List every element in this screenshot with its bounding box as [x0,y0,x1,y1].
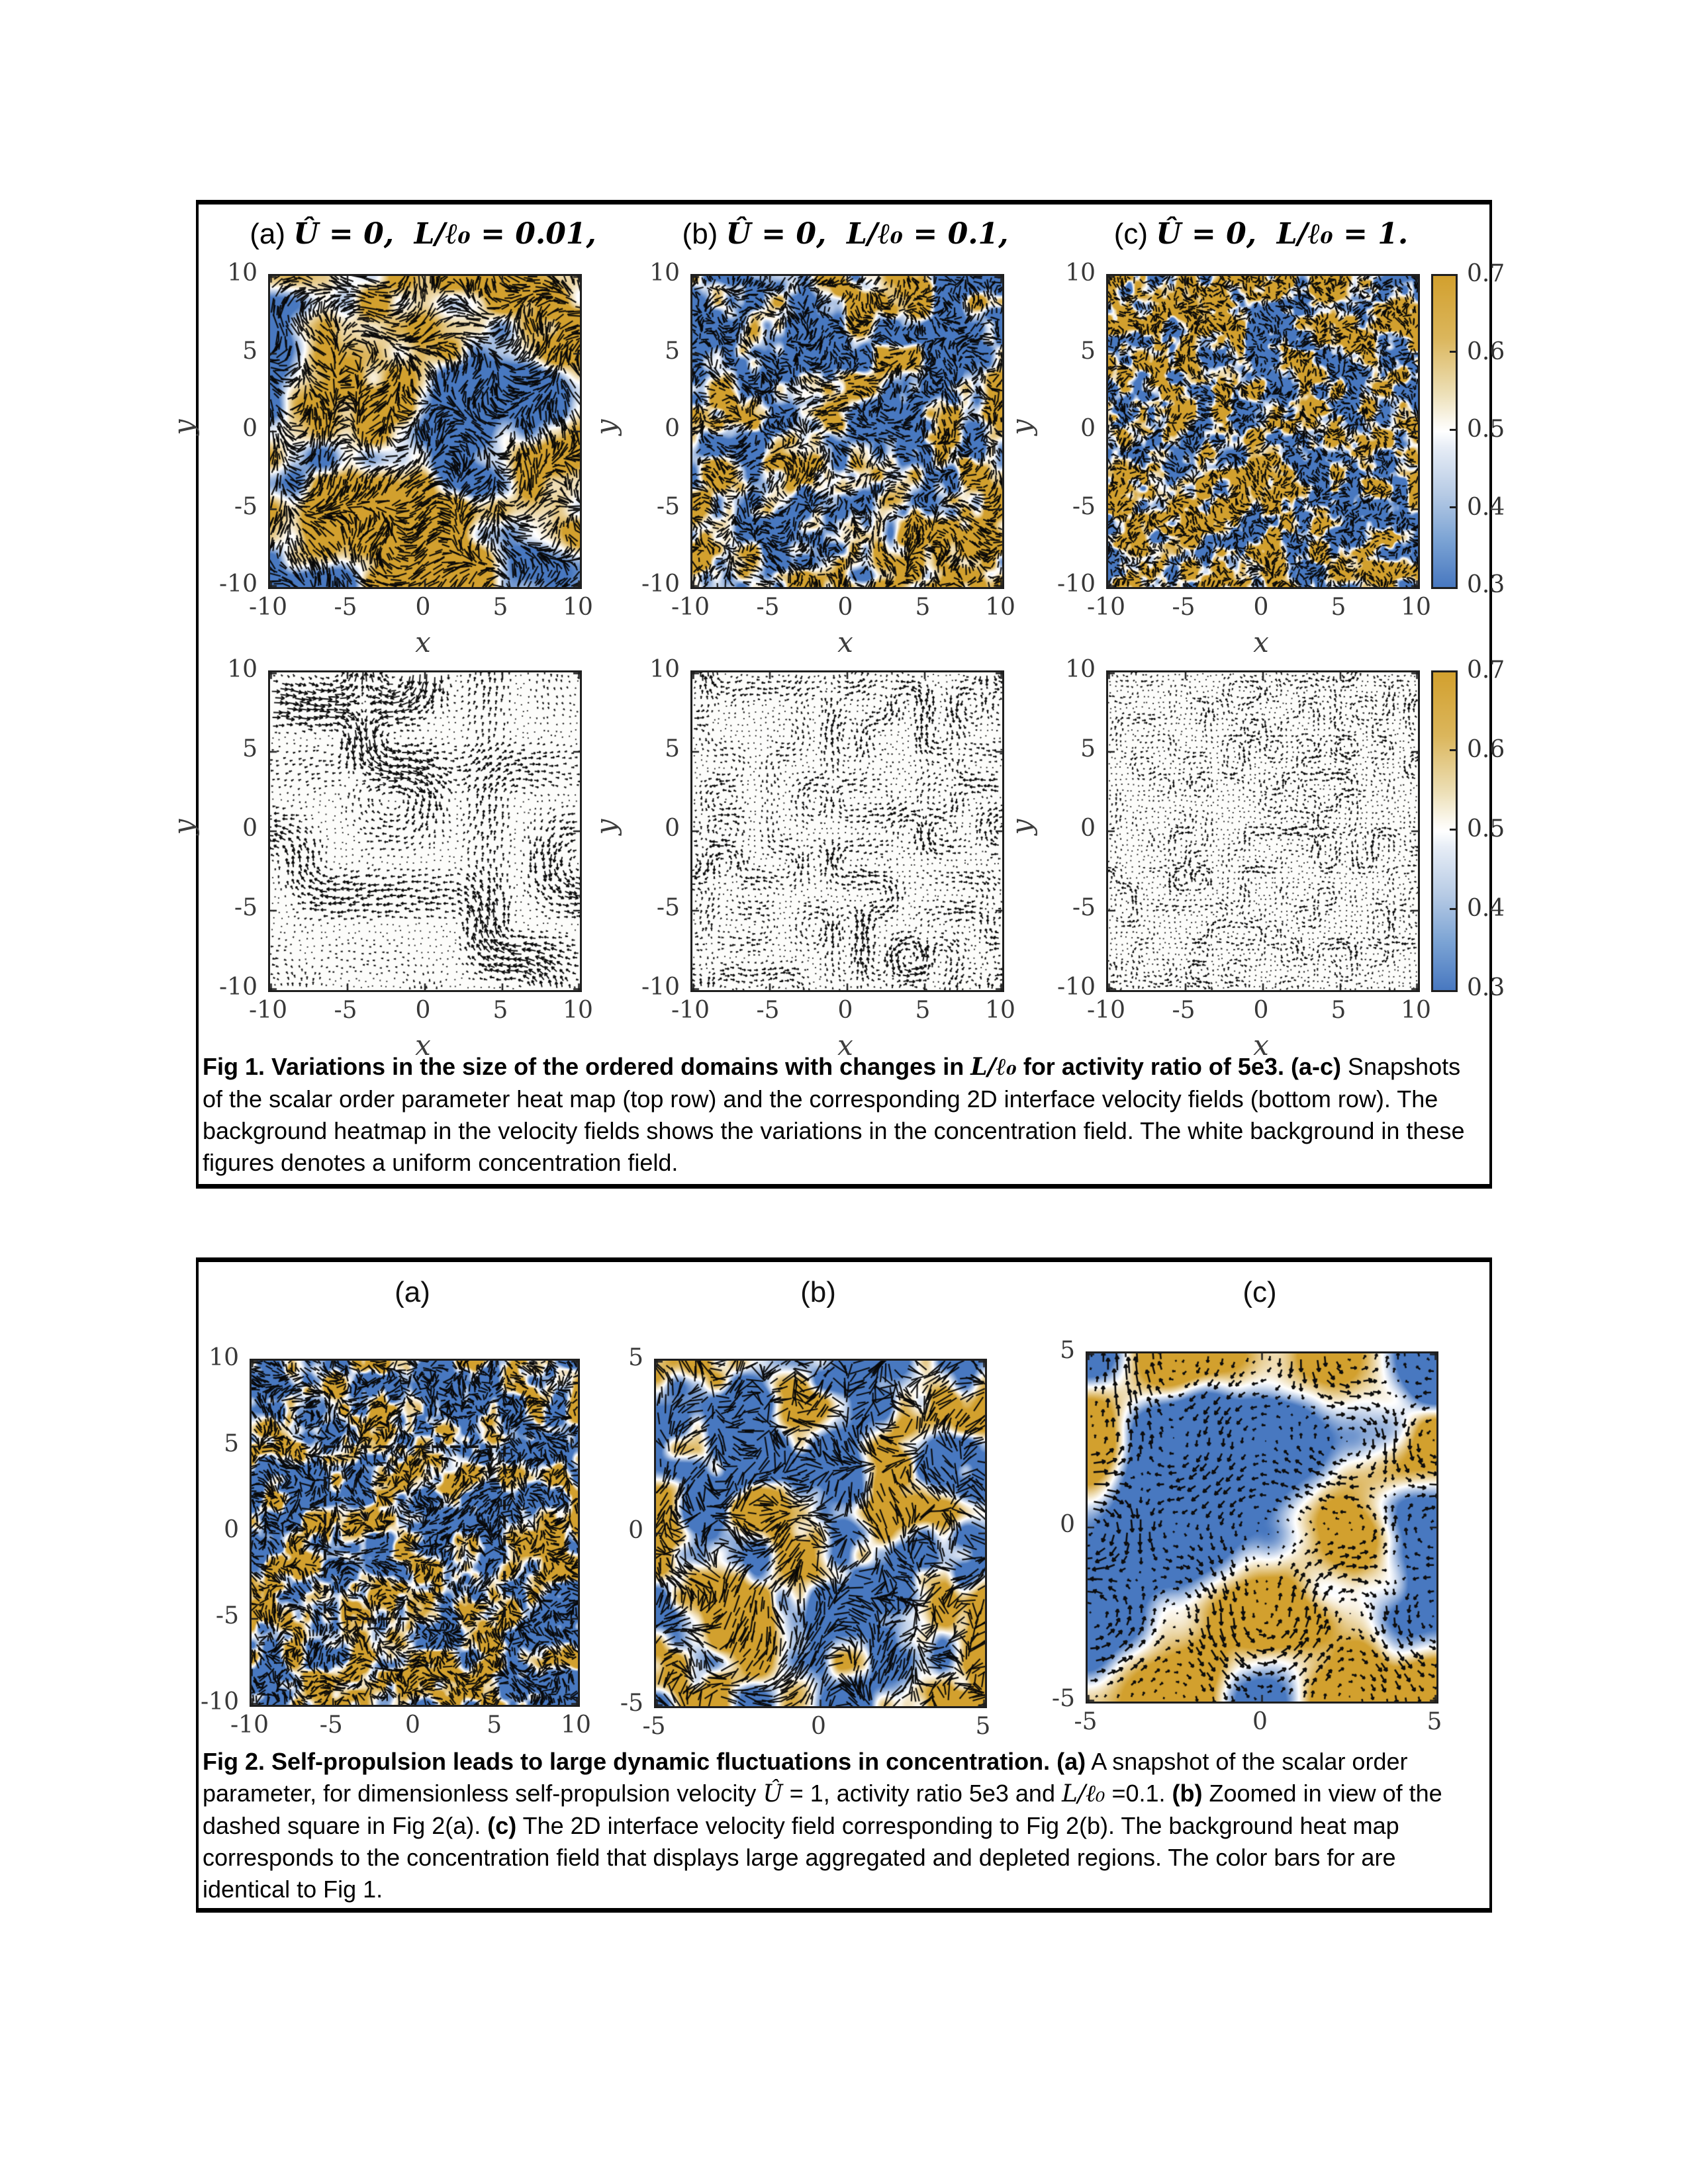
x-axis-label: x [837,1029,853,1062]
y-axis-tick-label: -5 [234,894,258,921]
fig1-velocity-field-panel-b [690,670,1004,992]
y-axis-tick-label: 5 [1080,735,1096,762]
caption-segment: Û [763,1780,783,1807]
x-axis-tick-label: 5 [1427,1708,1442,1735]
fig1-order-parameter-panel-a-plot [270,276,580,587]
x-axis-tick-label: 5 [492,997,508,1024]
fig1-order-parameter-panel-b-plot [692,276,1002,587]
fig1-velocity-field-panel-c [1106,670,1420,992]
x-axis-tick-label: -5 [756,594,780,621]
x-axis-tick-label: 10 [561,1711,591,1739]
caption-segment: for activity ratio of 5e3. [1016,1053,1291,1080]
x-axis-tick-label: 10 [563,997,593,1024]
x-axis-tick-label: -10 [1087,594,1125,621]
x-axis-tick-label: -10 [230,1711,269,1739]
fig1-title-c [1043,217,1479,251]
y-axis-tick-label: 0 [242,415,258,442]
fig1-title-a-prefix: (a) [250,218,294,250]
x-axis-tick-label: 10 [1401,997,1431,1024]
fig2-label-c: (c) [1243,1276,1277,1308]
y-axis-label: y [589,819,622,835]
y-axis-tick-label: 0 [242,815,258,842]
colorbar-tick-label: 0.5 [1467,416,1505,443]
x-axis-tick-label: -10 [671,997,710,1024]
fig1-title-a [205,217,641,251]
colorbar-tick-mark [1450,506,1456,508]
y-axis-tick-label: 5 [242,337,258,365]
y-axis-tick-label: 10 [227,656,258,683]
fig1-title-b-math: Û = 0, L/ℓ₀ = 0.1, [726,217,1009,251]
colorbar-tick-mark [1450,908,1456,910]
y-axis-tick-label: 0 [1060,1511,1075,1538]
fig1-colorbar-top [1431,274,1458,589]
fig1-order-parameter-panel-c [1106,274,1420,589]
x-axis-tick-label: 0 [1252,1708,1268,1735]
y-axis-tick-label: 0 [628,1517,643,1544]
x-axis-tick-label: 0 [1253,997,1269,1024]
colorbar-tick-label: 0.3 [1467,974,1505,1001]
y-axis-tick-label: 5 [242,735,258,762]
y-axis-tick-label: 0 [1080,815,1096,842]
colorbar-tick-label: 0.7 [1467,260,1505,287]
y-axis-tick-label: -5 [656,894,680,921]
caption-segment: (c) [487,1811,517,1839]
fig1-title-b [627,217,1064,251]
fig1-order-parameter-panel-a [268,274,582,589]
x-axis-label: x [415,626,431,659]
fig2-label-a: (a) [395,1276,430,1308]
y-axis-tick-label: -5 [620,1690,643,1717]
fig2-interface-velocity-panel-plot [1088,1353,1436,1702]
caption-segment: (b) [1172,1779,1203,1807]
fig1-order-parameter-panel-b [690,274,1004,589]
x-axis-tick-label: -5 [1074,1708,1098,1735]
colorbar-tick-label: 0.7 [1467,657,1505,684]
y-axis-tick-label: -10 [1057,974,1096,1001]
fig2-interface-velocity-panel [1086,1351,1438,1704]
x-axis-tick-label: -5 [319,1711,343,1739]
x-axis-tick-label: -5 [1172,594,1196,621]
fig1-title-b-prefix: (b) [682,218,726,250]
colorbar-tick-label: 0.6 [1467,736,1505,763]
colorbar-tick-mark [1450,749,1456,751]
y-axis-tick-label: 10 [227,259,258,287]
x-axis-label: x [415,1029,431,1062]
x-axis-tick-label: -10 [249,997,287,1024]
y-axis-tick-label: -10 [1057,570,1096,598]
fig1-title-c-prefix: (c) [1113,218,1156,250]
colorbar-tick-label: 0.3 [1467,571,1505,598]
y-axis-tick-label: 5 [628,1344,643,1371]
x-axis-tick-label: 10 [563,594,593,621]
x-axis-tick-label: 0 [837,997,853,1024]
colorbar-tick-mark [1450,429,1456,431]
caption-segment: Zoomed in view of the dashed square in Fig 2(a). [203,1779,1442,1839]
fig2-order-parameter-full-panel-plot [252,1361,578,1705]
x-axis-tick-label: 10 [1401,594,1431,621]
caption-segment: Fig 2. Self-propulsion leads to large dynamic fluctuations in concentration. [203,1748,1057,1775]
x-axis-tick-label: 0 [405,1711,420,1739]
fig1-caption [203,1051,1481,1179]
x-axis-tick-label: 5 [492,594,508,621]
x-axis-tick-label: 5 [915,594,931,621]
x-axis-tick-label: 0 [415,997,431,1024]
x-axis-tick-label: -5 [334,997,357,1024]
x-axis-tick-label: 5 [1331,594,1346,621]
y-axis-label: y [1005,819,1038,835]
colorbar-tick-label: 0.4 [1467,493,1505,521]
fig1-title-a-math: Û = 0, L/ℓ₀ = 0.01, [293,217,596,251]
y-axis-tick-label: 10 [1065,656,1096,683]
y-axis-tick-label: -10 [201,1688,239,1715]
fig1-title-c-math: Û = 0, L/ℓ₀ = 1. [1156,217,1409,251]
y-axis-label: y [167,419,200,435]
y-axis-label: y [167,819,200,835]
colorbar-tick-label: 0.6 [1467,338,1505,365]
colorbar-tick-mark [1450,351,1456,353]
y-axis-tick-label: -10 [641,570,680,598]
caption-segment: =0.1. [1105,1779,1172,1807]
x-axis-tick-label: -5 [756,997,780,1024]
colorbar-tick-mark [1450,829,1456,831]
x-axis-tick-label: -10 [671,594,710,621]
x-axis-tick-label: -5 [1172,997,1196,1024]
x-axis-label: x [1253,626,1269,659]
y-axis-tick-label: 0 [224,1516,239,1543]
y-axis-label: y [1005,419,1038,435]
x-axis-tick-label: 10 [985,997,1015,1024]
caption-segment: (a) [1056,1748,1086,1775]
x-axis-tick-label: 5 [975,1713,991,1740]
caption-segment: (a-c) [1290,1053,1341,1080]
fig1-velocity-field-panel-a-plot [270,672,580,990]
y-axis-tick-label: 5 [665,735,680,762]
x-axis-tick-label: 10 [985,594,1015,621]
y-axis-tick-label: -5 [656,492,680,520]
y-axis-tick-label: -5 [1051,1685,1075,1712]
colorbar-tick-label: 0.4 [1467,895,1505,922]
y-axis-tick-label: 0 [665,815,680,842]
y-axis-tick-label: 5 [224,1430,239,1457]
y-axis-tick-label: -5 [234,492,258,520]
colorbar-tick-label: 0.5 [1467,815,1505,842]
fig2-order-parameter-zoom-panel-plot [656,1361,985,1706]
fig1-velocity-field-panel-a [268,670,582,992]
x-axis-tick-label: 5 [1331,997,1346,1024]
x-axis-tick-label: -10 [249,594,287,621]
y-axis-tick-label: 5 [1060,1337,1075,1364]
x-axis-label: x [1253,1029,1269,1062]
y-axis-tick-label: -5 [1072,894,1096,921]
y-axis-tick-label: -10 [219,974,258,1001]
fig2-caption [203,1746,1481,1905]
x-axis-tick-label: 5 [487,1711,502,1739]
x-axis-label: x [837,626,853,659]
fig2-label-b: (b) [800,1276,836,1308]
x-axis-tick-label: 0 [837,594,853,621]
fig2-order-parameter-zoom-panel [654,1359,987,1708]
y-axis-tick-label: 10 [1065,259,1096,287]
y-axis-tick-label: 5 [665,337,680,365]
y-axis-tick-label: -5 [1072,492,1096,520]
x-axis-tick-label: 0 [1253,594,1269,621]
x-axis-tick-label: 0 [415,594,431,621]
fig2-order-parameter-full-panel [250,1359,580,1707]
y-axis-tick-label: 10 [649,656,680,683]
y-axis-tick-label: 0 [665,415,680,442]
fig1-velocity-field-panel-b-plot [692,672,1002,990]
x-axis-tick-label: -5 [642,1713,666,1740]
y-axis-tick-label: 5 [1080,337,1096,365]
caption-segment: L/ℓ₀ [970,1053,1017,1081]
caption-segment: Snapshots of the scalar order parameter heat map (top row) and the corresponding 2D interface velocity fields (bottom row). The background heatmap in the velocity fields shows the variations in the concentration field. The white background in these figures denotes a uniform concentration field. [203,1053,1465,1176]
fig1-colorbar-bottom [1431,670,1458,992]
x-axis-tick-label: 5 [915,997,931,1024]
x-axis-tick-label: -10 [1087,997,1125,1024]
caption-segment: The 2D interface velocity field corresponding to Fig 2(b). The background heat map corresponds to the concentration field that displays large aggregated and depleted regions. The color bars for are identical to Fig 1. [203,1811,1399,1903]
fig1-order-parameter-panel-c-plot [1108,276,1418,587]
y-axis-tick-label: -5 [215,1602,239,1629]
x-axis-tick-label: 0 [811,1713,826,1740]
y-axis-tick-label: -10 [219,570,258,598]
x-axis-tick-label: -5 [334,594,357,621]
y-axis-tick-label: 10 [209,1344,239,1371]
y-axis-tick-label: -10 [641,974,680,1001]
caption-segment: L/ℓ₀ [1061,1780,1105,1807]
caption-segment: A snapshot of the scalar order parameter, for dimensionless self-propulsion velocity [203,1748,1408,1807]
caption-segment: Fig 1. Variations in the size of the ordered domains with changes in [203,1053,971,1080]
fig1-velocity-field-panel-c-plot [1108,672,1418,990]
y-axis-label: y [589,419,622,435]
y-axis-tick-label: 10 [649,259,680,287]
y-axis-tick-label: 0 [1080,415,1096,442]
caption-segment: = 1, activity ratio 5e3 and [782,1779,1062,1807]
